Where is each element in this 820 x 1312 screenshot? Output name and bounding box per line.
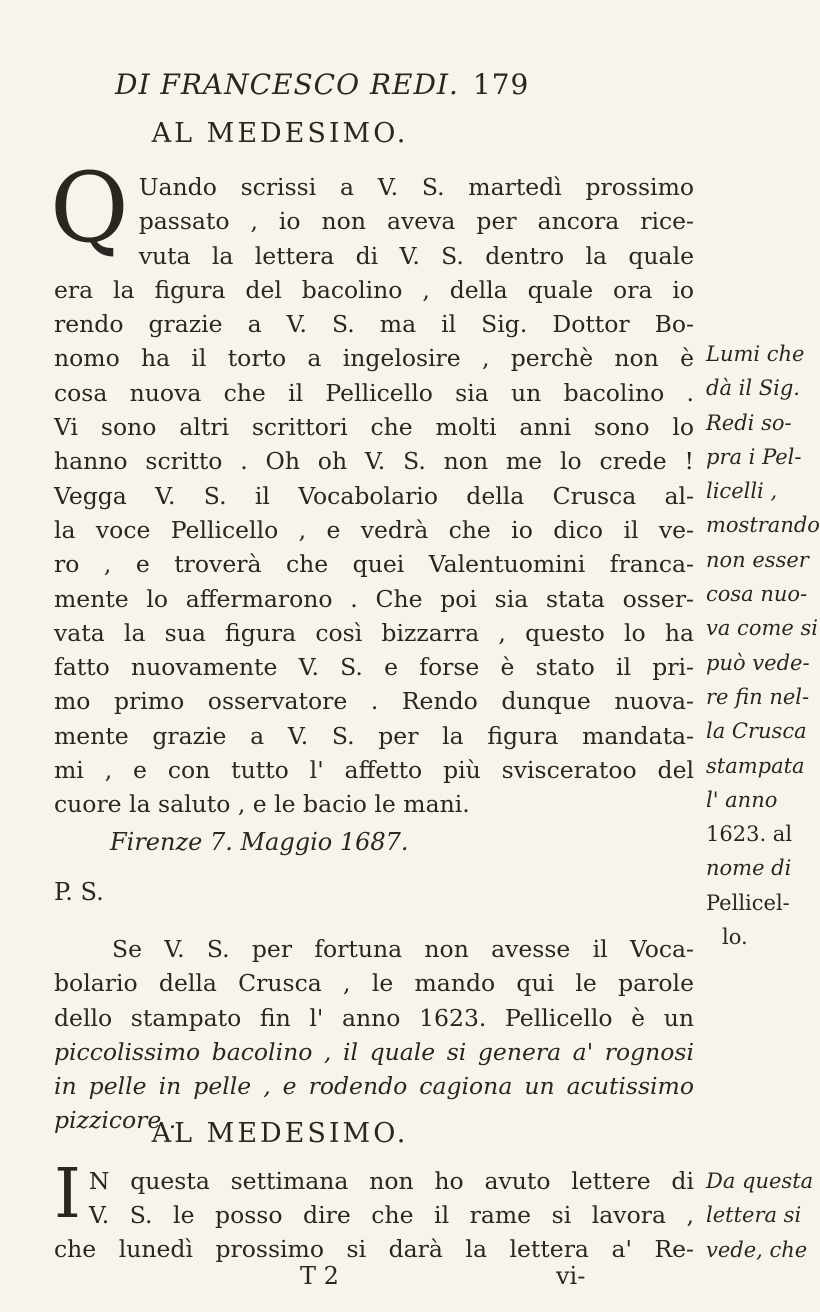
text-line: bolario della Crusca , le mando qui le parole: [54, 969, 694, 998]
text-line: hanno scritto . Oh oh V. S. non me lo crede !: [54, 447, 694, 476]
letter-body-2: [54, 1155, 694, 1234]
text-line: V. S. le posso dire che il rame si lavora ,: [88, 1201, 694, 1230]
letter-heading: AL MEDESIMO.: [151, 118, 409, 149]
margin-note-line: vede, che: [706, 1237, 808, 1262]
text-line: vuta la lettera di V. S. dentro la quale: [138, 241, 694, 270]
running-head: [115, 68, 529, 101]
text-line: dello stampato fin l' anno 1623. Pellicello è un: [54, 1003, 694, 1032]
margin-note-line: cosa nuo-: [706, 582, 808, 607]
text-line: in pelle in pelle , e rodendo cagiona un acutissimo: [54, 1072, 694, 1101]
running-head-title: DI FRANCESCO REDI.: [115, 68, 459, 101]
letter-heading-2: AL MEDESIMO.: [151, 1118, 409, 1149]
drop-cap: Q: [50, 152, 129, 264]
text-line: mente lo affermarono . Che poi sia stata osser-: [54, 584, 694, 613]
margin-note-line: Pellicel-: [706, 890, 790, 915]
text-line: ro , e troverà che quei Valentuomini franca-: [54, 550, 694, 579]
margin-note-2: [706, 1164, 814, 1267]
margin-note-line: 1623. al: [706, 822, 793, 847]
margin-note-line: re fin nel-: [706, 684, 810, 709]
margin-note-line: Redi so-: [706, 410, 792, 435]
text-line: Vi sono altri scrittori che molti anni sono lo: [54, 413, 694, 442]
margin-note-line: Da questa: [706, 1169, 814, 1193]
text-line: Uando scrissi a V. S. martedì prossimo: [138, 173, 694, 201]
letter-body-2-cont: [54, 1232, 694, 1266]
text-line: passato , io non aveva per ancora rice-: [138, 207, 694, 236]
margin-note-line: lettera si: [706, 1203, 802, 1228]
text-line: mo primo osservatore . Rendo dunque nuova-: [54, 687, 694, 716]
margin-note-line: lo.: [722, 925, 748, 950]
text-line: cosa nuova che il Pellicello sia un bacolino .: [54, 378, 694, 407]
signature-mark: T 2: [300, 1262, 339, 1290]
margin-note-line: dà il Sig.: [706, 376, 800, 401]
text-line: N questa settimana non ho avuto lettere di: [88, 1167, 694, 1195]
margin-note-line: licelli ,: [706, 479, 778, 504]
margin-note-line: può vede-: [706, 650, 810, 675]
letter-body: [50, 152, 694, 822]
margin-note-line: non esser: [706, 547, 809, 572]
drop-cap: I: [54, 1155, 81, 1234]
page-number: 179: [472, 68, 530, 101]
margin-note-line: stampata: [706, 753, 805, 778]
text-line: Se V. S. per fortuna non avesse il Voca-: [112, 935, 694, 963]
margin-note-line: l' anno: [706, 787, 778, 812]
text-line: che lunedì prossimo si darà la lettera a' Re-: [54, 1235, 694, 1263]
text-line: pizzicore .: [54, 1106, 177, 1135]
text-line: la voce Pellicello , e vedrà che io dico il ve-: [54, 515, 694, 544]
text-line: fatto nuovamente V. S. e forse è stato il pri-: [54, 653, 694, 682]
text-line: piccolissimo bacolino , il quale si genera a' rognosi: [54, 1037, 694, 1066]
postscript-label: P. S.: [54, 878, 104, 906]
margin-note-line: nome di: [706, 856, 792, 881]
postscript-body: [54, 932, 694, 1138]
text-line: cuore la saluto , e le bacio le mani.: [54, 790, 470, 819]
text-line: mi , e con tutto l' affetto più svisceratoo del: [54, 756, 694, 785]
margin-note-line: la Crusca: [706, 719, 807, 744]
margin-note-line: Lumi che: [706, 342, 805, 366]
margin-note-line: pra i Pel-: [706, 444, 802, 469]
text-line: Vegga V. S. il Vocabolario della Crusca al-: [54, 481, 694, 510]
text-line: mente grazie a V. S. per la figura mandata-: [54, 721, 694, 750]
catchword: vi-: [556, 1262, 586, 1290]
text-line: nomo ha il torto a ingelosire , perchè non è: [54, 344, 694, 373]
margin-note: [706, 337, 820, 954]
text-line: era la figura del bacolino , della quale ora io: [54, 275, 694, 304]
margin-note-line: va come si: [706, 616, 818, 641]
margin-note-line: mostrando: [706, 513, 820, 538]
text-line: rendo grazie a V. S. ma il Sig. Dottor Bo-: [54, 310, 694, 339]
text-line: vata la sua figura così bizzarra , questo lo ha: [54, 618, 694, 647]
letter-date: Firenze 7. Maggio 1687.: [110, 828, 409, 856]
